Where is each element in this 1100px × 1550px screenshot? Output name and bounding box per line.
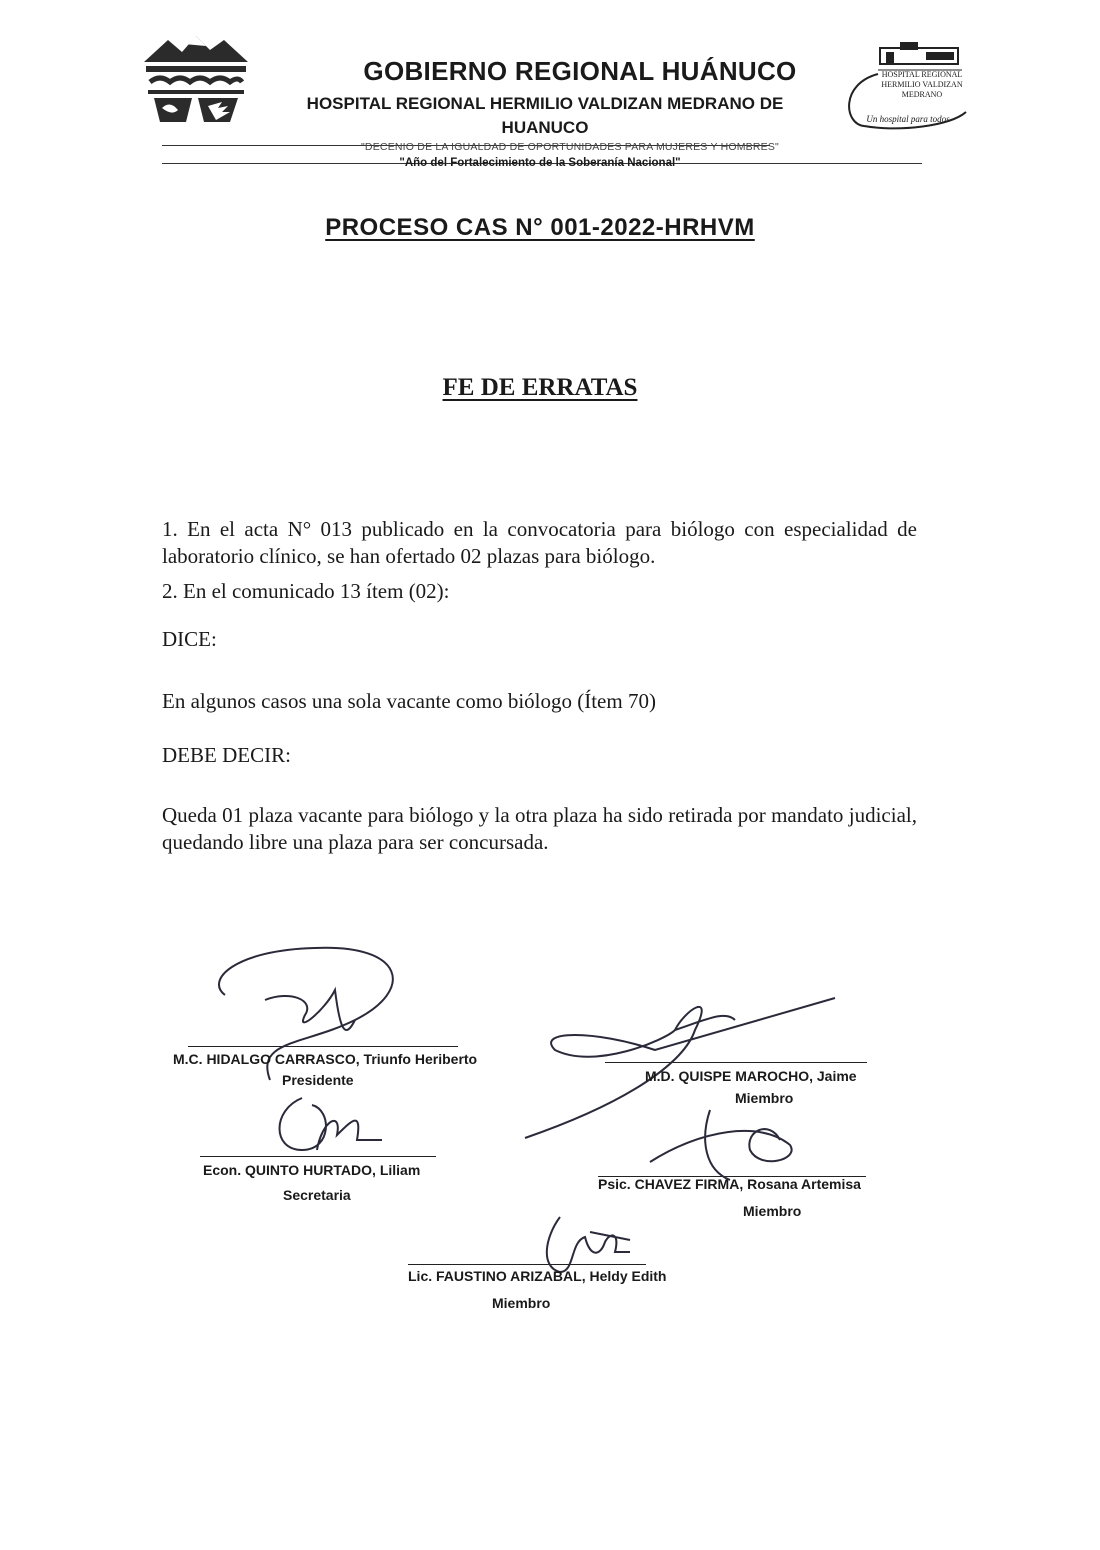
signatory-name-president: M.C. HIDALGO CARRASCO, Triunfo Heriberto (173, 1051, 478, 1067)
signatory-role-quinto: Secretaria (283, 1187, 351, 1203)
signatory-name-quinto: Econ. QUINTO HURTADO, Liliam (203, 1162, 421, 1178)
body-item-1: 1. En el acta N° 013 publicado en la convocatoria para biólogo con especialidad de laboratorio clínico, se han ofertado 02 plazas para biólogo. (162, 517, 917, 568)
signatory-name-faustino: Lic. FAUSTINO ARIZABAL, Heldy Edith (408, 1268, 667, 1284)
signatory-role-faustino: Miembro (492, 1295, 551, 1311)
government-title: GOBIERNO REGIONAL HUÁNUCO (363, 56, 797, 86)
hospital-name (290, 92, 800, 140)
dice-label: DICE: (162, 627, 217, 651)
hospital-logo-line2: HERMILIO VALDIZAN (881, 80, 963, 89)
body-item-2: 2. En el comunicado 13 ítem (02): (162, 579, 450, 603)
signatory-role-president: Presidente (282, 1072, 354, 1088)
dice-text: En algunos casos una sola vacante como biólogo (Ítem 70) (162, 689, 656, 713)
document-title: FE DE ERRATAS (442, 374, 638, 401)
signatory-name-quispe: M.D. QUISPE MAROCHO, Jaime (645, 1068, 857, 1084)
decade-motto: "DECENIO DE LA IGUALDAD DE OPORTUNIDADES PARA MUJERES Y HOMBRES" (361, 141, 779, 153)
hospital-logo-line1: HOSPITAL REGIONAL (881, 70, 963, 79)
hospital-name-line2: HUANUCO (501, 118, 589, 137)
hospital-logo-slogan: Un hospital para todos (866, 114, 950, 124)
signatory-name-chavez: Psic. CHAVEZ FIRMA, Rosana Artemisa (598, 1176, 861, 1192)
hospital-logo-line3: MEDRANO (901, 90, 943, 99)
year-motto: "Año del Fortalecimiento de la Soberanía Nacional" (399, 157, 681, 169)
debe-decir-label: DEBE DECIR: (162, 743, 291, 767)
signatory-role-chavez: Miembro (743, 1203, 802, 1219)
hospital-logo (840, 34, 970, 144)
signature-quinto (262, 1090, 392, 1170)
regional-government-crest (140, 32, 252, 124)
process-title: PROCESO CAS N° 001-2022-HRHVM (325, 214, 755, 241)
hospital-name-line1: HOSPITAL REGIONAL HERMILIO VALDIZAN MEDRANO DE (306, 94, 784, 113)
debe-decir-text: Queda 01 plaza vacante para biólogo y la otra plaza ha sido retirada por mandato judicial, quedando libre una plaza para ser concursada. (162, 803, 917, 854)
signatory-role-quispe: Miembro (735, 1090, 794, 1106)
